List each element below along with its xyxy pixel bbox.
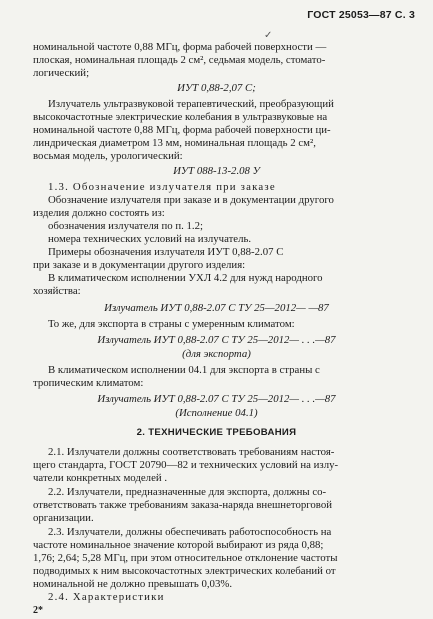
text-line: То же, для экспорта в страны с умеренным климатом: [48, 318, 295, 330]
page-header: ГОСТ 25053—87 С. 3 [307, 9, 415, 21]
signature-mark: 2* [33, 605, 43, 616]
text-line: номера технических условий на излучатель. [48, 233, 252, 245]
text-line: восьмая модель, урологический: [33, 150, 183, 162]
text-line: подводимых к ним высокочастотных электрических колебаний от [33, 565, 336, 577]
text-line: В климатическом исполнении 04.1 для экспорта в страны с [48, 364, 320, 376]
text-line: частоте номинальное значение которой выбирают из ряда 0,88; [33, 539, 324, 551]
text-line: 2.2. Излучатели, предназначенные для экспорта, должны со- [48, 486, 327, 498]
designation-example: Излучатель ИУТ 0,88-2.07 С ТУ 25—2012— . . .—87 [97, 334, 336, 346]
text-line: ответствовать также требованиям заказа-наряда внешнеторговой [33, 499, 333, 511]
text-line: изделия должно состоять из: [33, 207, 165, 219]
text-line: Примеры обозначения излучателя ИУТ 0,88-2.07 С [48, 246, 284, 258]
text-line: Обозначение излучателя при заказе и в документации другого [48, 194, 334, 206]
text-line: 2.1. Излучатели должны соответствовать требованиям настоя- [48, 446, 335, 458]
text-line: тропическим климатом: [33, 377, 144, 389]
text-line: 2.3. Излучатели, должны обеспечивать работоспособность на [48, 526, 332, 538]
text-line: номинальной частоте 0,88 МГц, форма рабочей поверхности ци- [33, 124, 331, 136]
designation-example: Излучатель ИУТ 0,88-2.07 С ТУ 25—2012— —87 [104, 302, 329, 314]
text-line: обозначения излучателя по п. 1.2; [48, 220, 204, 232]
text-line: чатели конкретных моделей . [33, 472, 168, 484]
text-line: высокочастотные электрические колебания в ультразвуковые на [33, 111, 328, 123]
text-line: номинальной частоте 0,88 МГц, форма рабочей поверхности — [33, 41, 327, 53]
text-line: при заказе и в документации другого изделия: [33, 259, 246, 271]
text-line: хозяйства: [33, 285, 81, 297]
section-heading-1-3: 1.3. Обозначение излучателя при заказе [48, 181, 276, 193]
designation-note: (для экспорта) [182, 348, 251, 360]
text-line: плоская, номинальная площадь 2 см², седьмая модель, стомато- [33, 54, 326, 66]
section-title: 2. ТЕХНИЧЕСКИЕ ТРЕБОВАНИЯ [136, 427, 297, 438]
text-line: номинальной не должно превышать 0,03%. [33, 578, 233, 590]
text-line: 1,76; 2,64; 5,28 МГц, при этом относительное отклонение частоты [33, 552, 338, 564]
text-line: линдрическая диаметром 13 мм, номинальная площадь 2 см², [33, 137, 316, 149]
text-line: щего стандарта, ГОСТ 20790—82 и технических условий на излу- [33, 459, 339, 471]
designation-note: (Исполнение 04.1) [175, 407, 258, 419]
text-line: организации. [33, 512, 94, 524]
designation-example: ИУТ 0,88-2,07 С; [177, 82, 256, 94]
designation-example: Излучатель ИУТ 0,88-2.07 С ТУ 25—2012— . . .—87 [97, 393, 336, 405]
section-heading-2-4: 2.4. Характеристики [48, 591, 165, 603]
check-mark: ✓ [264, 30, 273, 41]
designation-example: ИУТ 088-13-2.08 У [173, 165, 260, 177]
text-line: логический; [33, 67, 90, 79]
text-line: Излучатель ультразвуковой терапевтический, преобразующий [48, 98, 334, 110]
text-line: В климатическом исполнении УХЛ 4.2 для нужд народного [48, 272, 323, 284]
